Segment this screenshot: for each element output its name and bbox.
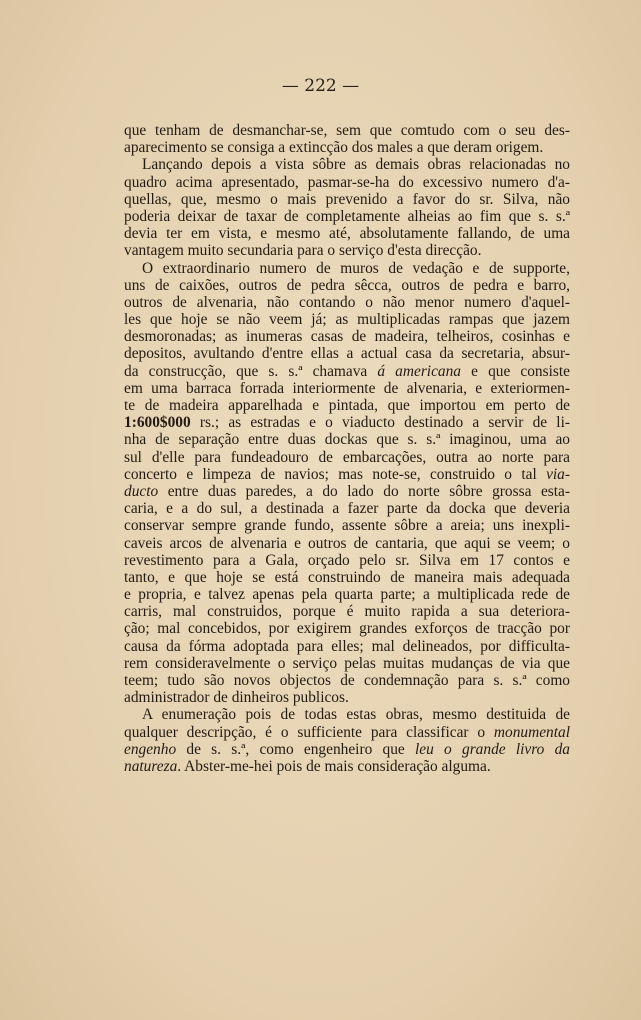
text-line: caria, e a do sul, a destinada a fazer parte da docka que deveria (124, 500, 570, 518)
text-line: O extraordinario numero de muros de vedação e de supporte, (142, 259, 570, 277)
text-line: causa da fórma adoptada para elles; mal delineados, por difficulta- (124, 637, 570, 655)
body-text (124, 122, 570, 775)
text-line: desmoronadas; as inumeras casas de madeira, telheiros, cosinhas e (124, 328, 570, 346)
text-line: tanto, e que hoje se está construindo de maneira mais adequada (124, 568, 570, 586)
text-line: e propria, e talvez apenas pela quarta parte; a multiplicada rede de (124, 586, 570, 604)
text-line: Lançando depois a vista sôbre as demais obras relacionadas no (142, 156, 570, 174)
text-line: teem; tudo são novos objectos de condemnação para s. s.ª como (124, 672, 570, 689)
text-line: A enumeração pois de todas estas obras, mesmo destituida de (142, 706, 570, 724)
text-line: uns de caixões, outros de pedra sêcca, outros de pedra e barro, (124, 276, 570, 294)
text-line: ção; mal concebidos, por exigirem grandes exforços de tracção por (124, 620, 570, 638)
text-line: natureza. Abster-me-hei pois de mais consideração alguma. (124, 757, 491, 775)
text-line: conservar sempre grande fundo, assente sôbre a areia; uns inexpli- (124, 517, 570, 535)
text-line: quellas, que, mesmo o mais prevenido a favor do sr. Silva, não (124, 190, 570, 208)
text-line: outros de alvenaria, não contando o não menor numero d'aquel- (124, 293, 570, 311)
text-line: administrador de dinheiros publicos. (124, 689, 349, 707)
text-line: depositos, avultando d'entre ellas a actual casa da secretaria, absur- (124, 345, 570, 363)
text-line: 1:600$000 rs.; as estradas e o viaducto destinado a servir de li- (124, 414, 570, 432)
text-line: concerto e limpeza de navios; mas note-se, construido o tal via- (124, 465, 570, 483)
text-line: da construcção, que s. s.ª chamava á americana e que consiste (124, 362, 570, 380)
text-line: que tenham de desmanchar-se, sem que comtudo com o seu des- (124, 122, 570, 139)
text-line: poderia deixar de taxar de completamente alheias ao fim que s. s.ª (124, 207, 570, 225)
page-number: — 222 — (281, 76, 360, 96)
text-line: carris, mal construidos, porque é muito rapida a sua deteriora- (124, 603, 570, 621)
text-line: vantagem muito secundaria para o serviço d'esta direcção. (124, 242, 482, 260)
text-line: quadro acima apresentado, pasmar-se-ha do excessivo numero d'a- (124, 173, 570, 191)
text-line: sul d'elle para fundeadouro de embarcações, outra ao norte para (124, 448, 570, 466)
text-line: em uma barraca forrada interiormente de alvenaria, e exteriormen- (124, 379, 570, 397)
text-line: revestimento para a Gala, orçado pelo sr. Silva em 17 contos e (124, 551, 570, 569)
text-line: ducto entre duas paredes, a do lado do norte sôbre grossa esta- (124, 482, 570, 500)
text-line: rem consideravelmente o serviço pelas muitas mudanças de via que (124, 654, 570, 672)
text-line: engenho de s. s.ª, como engenheiro que leu o grande livro da (124, 740, 570, 758)
text-line: devia ter em vista, e mesmo até, absolutamente fallando, de uma (124, 225, 570, 243)
text-line: qualquer descripção, é o sufficiente para classificar o monumental (124, 723, 570, 741)
text-line: caveis arcos de alvenaria e outros de cantaria, que aqui se veem; o (124, 534, 570, 552)
text-line: nha de separação entre duas dockas que s. s.ª imaginou, uma ao (124, 431, 570, 449)
text-line: les que hoje se não veem já; as multiplicadas rampas que jazem (124, 311, 570, 329)
text-line: aparecimento se consiga a extincção dos males a que deram origem. (124, 139, 544, 157)
text-line: te de madeira apparelhada e pintada, que importou em perto de (124, 397, 570, 414)
